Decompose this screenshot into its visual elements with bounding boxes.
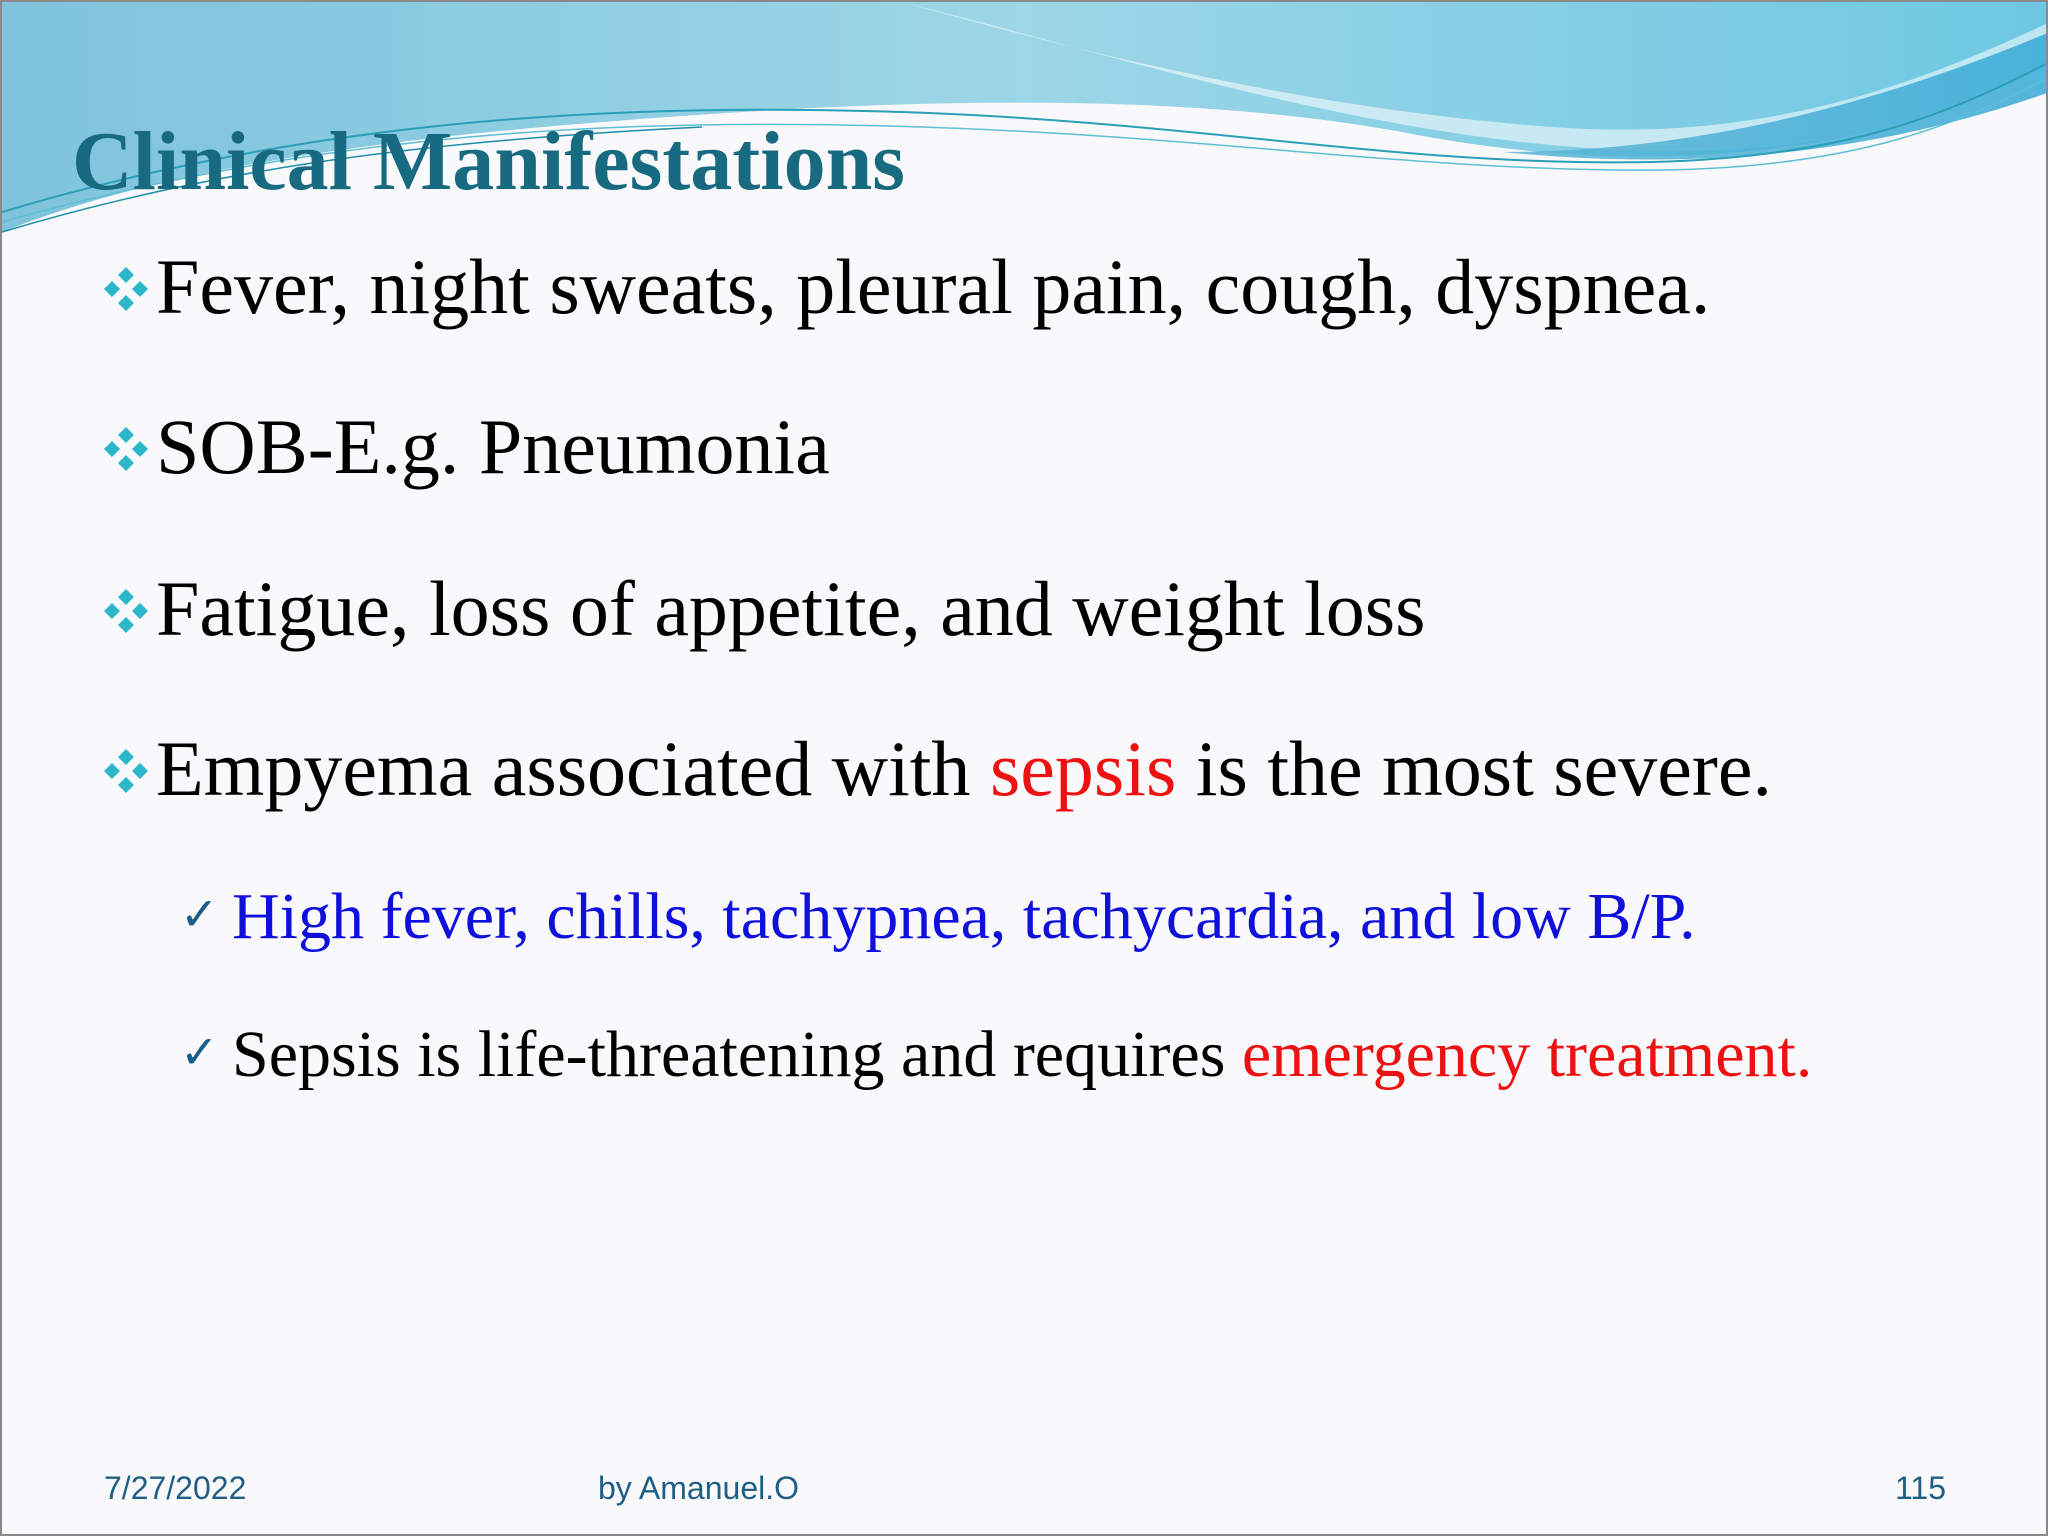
bullet-item-1 xyxy=(98,243,1711,330)
footer-date: 7/27/2022 xyxy=(104,1470,247,1506)
bullet-text: SOB-E.g. Pneumonia xyxy=(156,403,830,490)
sub-bullet-item-2 xyxy=(180,1018,1813,1091)
page-number: 115 xyxy=(1895,1470,1947,1506)
bullet-text: Empyema associated with xyxy=(156,725,990,812)
four-diamond-bullet-icon xyxy=(98,583,154,639)
bullet-text: Fever, night sweats, pleural pain, cough, dyspnea. xyxy=(156,243,1711,330)
sub-bullet-text: Sepsis is life-threatening and requires xyxy=(232,1018,1242,1091)
checkmark-icon: ✓ xyxy=(180,1025,219,1079)
bullet-item-4 xyxy=(98,725,1772,812)
bullet-text: Fatigue, loss of appetite, and weight loss xyxy=(156,565,1426,652)
sepsis-highlight: sepsis xyxy=(989,725,1177,812)
bullet-item-2 xyxy=(98,403,830,490)
sub-bullet-text: High fever, chills, tachypnea, tachycardia, and low B/P. xyxy=(232,880,1696,953)
emergency-treatment-highlight: emergency treatment. xyxy=(1241,1018,1813,1091)
sub-bullet-item-1 xyxy=(180,880,1696,953)
bullet-item-3 xyxy=(98,565,1426,652)
bullet-text-end: is the most severe. xyxy=(1176,725,1772,812)
four-diamond-bullet-icon xyxy=(98,743,154,799)
checkmark-icon: ✓ xyxy=(180,887,219,941)
footer-author: by Amanuel.O xyxy=(598,1470,799,1506)
four-diamond-bullet-icon xyxy=(98,261,154,317)
slide-title: Clinical Manifestations xyxy=(72,115,905,208)
four-diamond-bullet-icon xyxy=(98,421,154,477)
